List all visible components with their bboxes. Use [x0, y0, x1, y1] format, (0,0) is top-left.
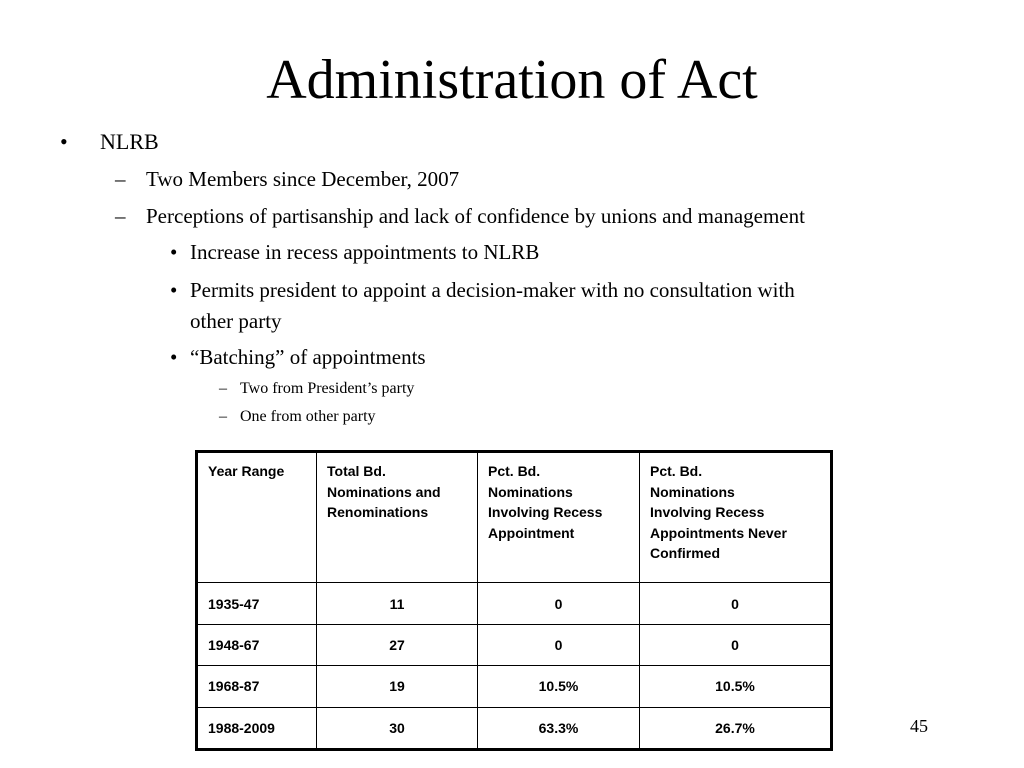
appointments-table	[195, 450, 833, 751]
bullet-text: Two from President’s party	[240, 380, 415, 397]
bullet-marker: –	[219, 380, 227, 397]
table-cell-year-range: 1968-87	[197, 666, 317, 707]
table-header-cell	[197, 452, 317, 583]
header-line: Nominations	[650, 483, 735, 500]
table-header-cell	[640, 452, 832, 583]
header-line: Nominations	[488, 483, 573, 500]
header-line: Pct. Bd.	[650, 463, 703, 479]
header-line: Involving Recess	[488, 504, 603, 520]
table-cell-pct-never-confirmed: 10.5%	[640, 666, 832, 707]
table-cell-pct-recess: 63.3%	[478, 707, 640, 749]
table-cell-total-nominations: 11	[317, 583, 478, 624]
header-line: Appointment	[488, 524, 575, 541]
table-cell-pct-never-confirmed: 0	[640, 583, 832, 624]
bullet-marker: –	[115, 167, 126, 191]
bullet-marker: •	[170, 345, 178, 369]
table-cell-pct-recess: 10.5%	[478, 666, 640, 707]
bullet-text: Increase in recess appointments to NLRB	[190, 240, 540, 264]
table-cell-year-range: 1948-67	[197, 624, 317, 665]
bullet-marker: •	[170, 240, 178, 264]
slide-title: Administration of Act	[266, 49, 758, 111]
bullet-marker: –	[115, 204, 126, 228]
header-line: Confirmed	[650, 545, 720, 561]
bullet-text: “Batching” of appointments	[190, 345, 426, 369]
bullet-text: Perceptions of partisanship and lack of confidence by unions and management	[146, 204, 805, 228]
bullet-text: One from other party	[240, 408, 376, 425]
table-row	[197, 666, 832, 707]
table-cell-year-range: 1988-2009	[197, 707, 317, 749]
bullet-text: Permits president to appoint a decision-maker with no consultation with	[190, 278, 795, 302]
table-cell-pct-never-confirmed: 0	[640, 624, 832, 665]
header-line: Renominations	[327, 504, 429, 520]
header-line: Nominations and	[327, 483, 441, 500]
table-row	[197, 583, 832, 624]
header-line: Appointments Never	[650, 524, 787, 541]
slide-number: 45	[910, 716, 928, 736]
table-cell-total-nominations: 27	[317, 624, 478, 665]
table-header-row	[197, 452, 832, 583]
header-line: Total Bd.	[327, 463, 386, 479]
bullet-text: NLRB	[100, 129, 159, 154]
table-header-cell	[478, 452, 640, 583]
table-cell-year-range: 1935-47	[197, 583, 317, 624]
header-line: Involving Recess	[650, 504, 765, 520]
bullet-text: Two Members since December, 2007	[146, 167, 460, 191]
table-cell-total-nominations: 19	[317, 666, 478, 707]
table-header-cell	[317, 452, 478, 583]
table-row	[197, 624, 832, 665]
bullet-marker: •	[60, 129, 68, 154]
header-line: Year Range	[208, 463, 285, 479]
table-cell-pct-recess: 0	[478, 624, 640, 665]
bullet-text-continued: other party	[190, 309, 282, 333]
bullet-marker: •	[170, 278, 178, 302]
table-cell-pct-never-confirmed: 26.7%	[640, 707, 832, 749]
bullet-marker: –	[219, 408, 227, 425]
table-cell-total-nominations: 30	[317, 707, 478, 749]
table-cell-pct-recess: 0	[478, 583, 640, 624]
table-row	[197, 707, 832, 749]
header-line: Pct. Bd.	[488, 463, 541, 479]
